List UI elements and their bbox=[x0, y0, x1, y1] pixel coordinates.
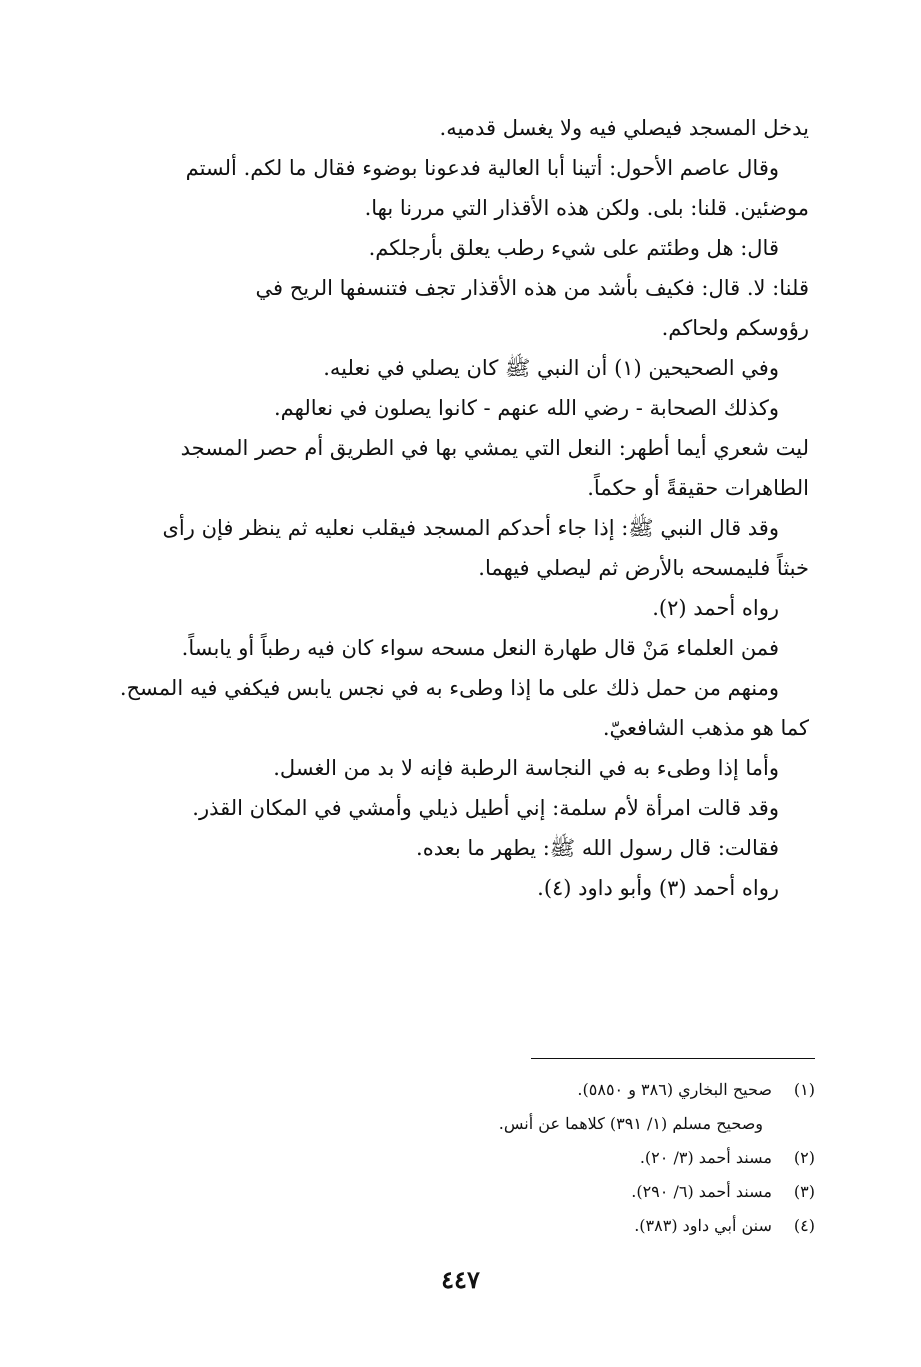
text-line: قال: هل وطئتم على شيء رطب يعلق بأرجلكم. bbox=[368, 236, 779, 260]
text-line: قلنا: لا. قال: فكيف بأشد من هذه الأقذار تجف فتنسفها الريح في bbox=[255, 276, 809, 300]
footnote-number: (١) bbox=[793, 1080, 815, 1099]
text-line: فقالت: قال رسول الله ﷺ: يطهر ما بعده. bbox=[416, 836, 779, 860]
footnote-item bbox=[105, 1073, 815, 1107]
text-line: وكذلك الصحابة - رضي الله عنهم - كانوا يصلون في نعالهم. bbox=[274, 396, 779, 420]
footnote-text: سنن أبي داود (٣٨٣). bbox=[634, 1216, 772, 1235]
footnote-number: (٢) bbox=[793, 1148, 815, 1167]
footnote-item bbox=[105, 1141, 815, 1175]
main-text bbox=[109, 108, 809, 908]
text-line: ومنهم من حمل ذلك على ما إذا وطىء به في نجس يابس فيكفي فيه المسح. bbox=[119, 676, 779, 700]
text-line: وفي الصحيحين (١) أن النبي ﷺ كان يصلي في نعليه. bbox=[323, 356, 779, 380]
text-line: فمن العلماء مَنْ قال طهارة النعل مسحه سواء كان فيه رطباً أو يابساً. bbox=[181, 636, 779, 660]
footnotes bbox=[105, 1073, 815, 1243]
text-line: يدخل المسجد فيصلي فيه ولا يغسل قدميه. bbox=[439, 116, 809, 140]
text-line: رؤوسكم ولحاكم. bbox=[661, 316, 809, 340]
text-line: خبثاً فليمسحه بالأرض ثم ليصلي فيهما. bbox=[478, 556, 809, 580]
page-number: ٤٤٧ bbox=[441, 1265, 480, 1294]
text-line: وقد قال النبي ﷺ: إذا جاء أحدكم المسجد فيقلب نعليه ثم ينظر فإن رأى bbox=[162, 516, 779, 540]
text-line: موضئين. قلنا: بلى. ولكن هذه الأقذار التي مررنا بها. bbox=[364, 196, 809, 220]
text-line: وقد قالت امرأة لأم سلمة: إني أطيل ذيلي وأمشي في المكان القذر. bbox=[192, 796, 779, 820]
text-line: كما هو مذهب الشافعيّ. bbox=[602, 716, 809, 740]
text-line: ليت شعري أيما أطهر: النعل التي يمشي بها في الطريق أم حصر المسجد bbox=[180, 436, 809, 460]
text-line: رواه أحمد (٣) وأبو داود (٤). bbox=[537, 876, 779, 900]
footnote-text: وصحيح مسلم (١/ ٣٩١) كلاهما عن أنس. bbox=[498, 1114, 763, 1133]
footnote-item bbox=[105, 1175, 815, 1209]
footnote-text: صحيح البخاري (٣٨٦ و ٥٨٥٠). bbox=[577, 1080, 772, 1099]
footnote-text: مسند أحمد (٦/ ٢٩٠). bbox=[631, 1182, 772, 1201]
text-line: رواه أحمد (٢). bbox=[652, 596, 779, 620]
footnote-number: (٣) bbox=[793, 1182, 815, 1201]
text-line: وأما إذا وطىء به في النجاسة الرطبة فإنه لا بد من الغسل. bbox=[273, 756, 779, 780]
text-line: الطاهرات حقيقةً أو حكماً. bbox=[587, 476, 809, 500]
text-line: وقال عاصم الأحول: أتينا أبا العالية فدعونا بوضوء فقال ما لكم. ألستم bbox=[185, 156, 779, 180]
footnote-text: مسند أحمد (٣/ ٢٠). bbox=[639, 1148, 772, 1167]
footnote-number: (٤) bbox=[793, 1216, 815, 1235]
footnote-item bbox=[105, 1209, 815, 1243]
footnote-separator bbox=[531, 1058, 815, 1059]
footnote-item bbox=[105, 1107, 815, 1141]
